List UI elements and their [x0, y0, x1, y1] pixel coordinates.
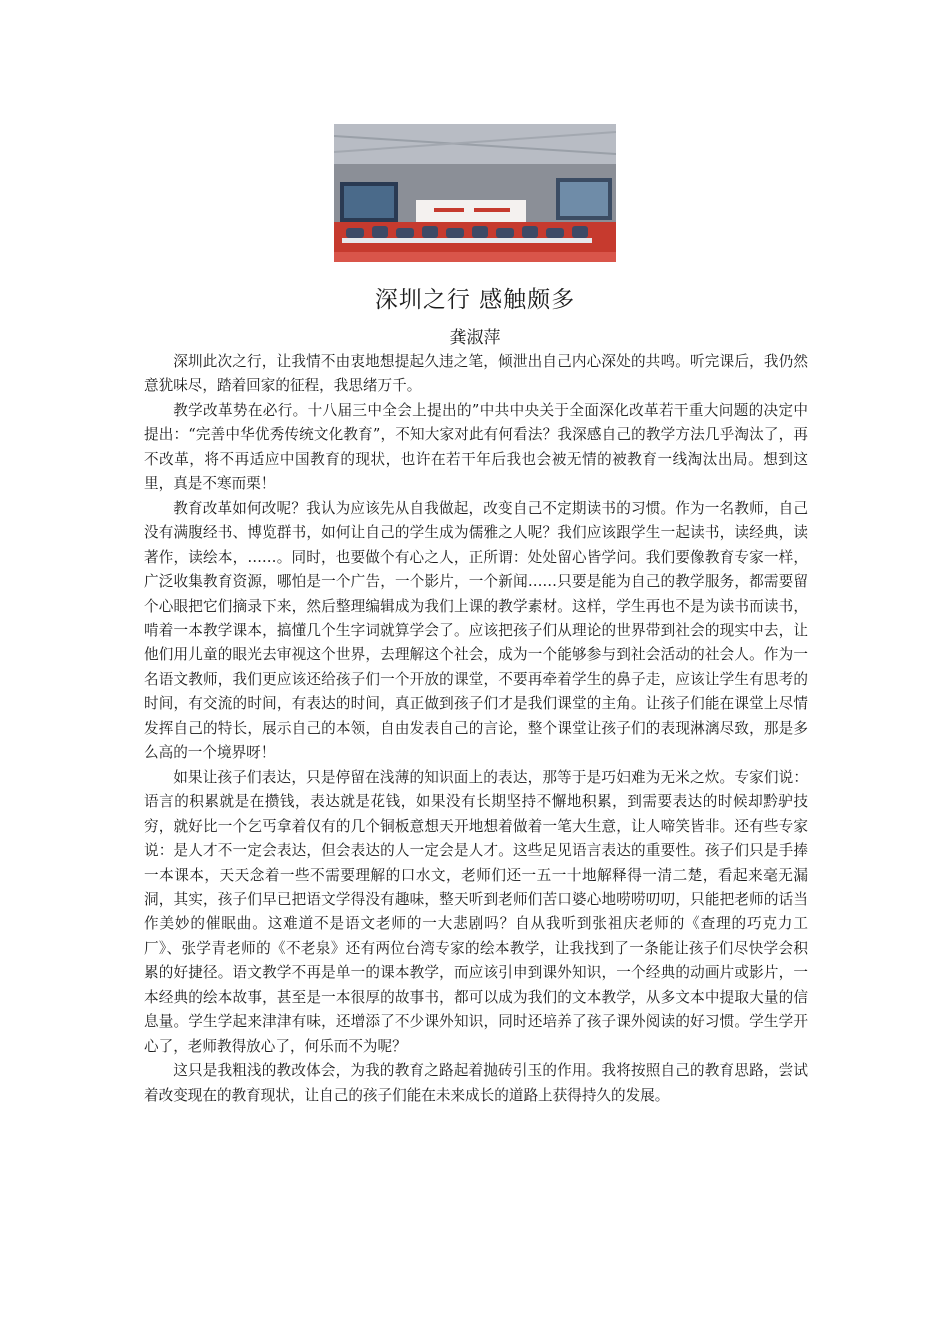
- article-title: 深圳之行 感触颇多: [374, 287, 576, 313]
- conference-photo-graphic: [334, 124, 616, 262]
- paragraph: 教学改革势在必行。十八届三中全会上提出的”中共中央关于全面深化改革若干重大问题的决定中提出：“完善中华优秀传统文化教育”，不知大家对此有何看法？我深感自己的教学方法几乎淘汰了，再不改革，将不再适应中国教育的现状，也许在若干年后我也会被无情的被教育一线淘汰出局。想到这里，真是不寒而栗！: [144, 401, 808, 493]
- desk-row: [342, 238, 592, 243]
- left-screen-image: [344, 186, 394, 218]
- paragraph: 如果让孩子们表达，只是停留在浅薄的知识面上的表达，那等于是巧妇难为无米之炊。专家们说：语言的积累就是在攒钱，表达就是花钱，如果没有长期坚持不懈地积累，到需要表达的时候却黔驴技穷，就好比一个乞丐拿着仅有的几个铜板意想天开地想着做着一笔大生意，让人啼笑皆非。还有些专家说：是人才不一定会表达，但会表达的人一定会是人才。这些足见语言表达的重要性。孩子们只是手捧一本课本，天天念着一些不需要理解的口水文，老师们还一五一十地解释得一清二楚，看起来毫无漏洞，其实，孩子们早已把语文学得没有趣味，整天听到老师们苦口婆心地唠唠叨叨，只能把老师的话当作美妙的催眠曲。这难道不是语文老师的一大悲剧吗？自从我听到张祖庆老师的《查理的巧克力工厂》、张学青老师的《不老泉》还有两位台湾专家的绘本教学，让我找到了一条能让孩子们尽快学会积累的好捷径。语文教学不再是单一的课本教学，而应该引申到课外知识，一个经典的动画片或影片，一本经典的绘本故事，甚至是一本很厚的故事书，都可以成为我们的文本教学，从多文本中提取大量的信息量。学生学起来津津有味，还增添了不少课外知识，同时还培养了孩子课外阅读的好习惯。学生学开心了，老师教得放心了，何乐而不为呢？: [144, 768, 808, 1055]
- banner-text-mark: [434, 208, 464, 212]
- stage-edge: [334, 252, 616, 262]
- article-body: [144, 350, 808, 1108]
- banner-text-mark: [474, 208, 510, 212]
- paragraph: 这只是我粗浅的教改体会，为我的教育之路起着抛砖引玉的作用。我将按照自己的教育思路，尝试着改变现在的教育现状，让自己的孩子们能在未来成长的道路上获得持久的发展。: [144, 1062, 808, 1104]
- paragraph: 深圳此次之行，让我情不由衷地想提起久违之笔，倾泄出自己内心深处的共鸣。听完课后，我仍然意犹味尽，踏着回家的征程，我思绪万千。: [144, 353, 808, 395]
- paragraph: 教育改革如何改呢？我认为应该先从自我做起，改变自己不定期读书的习惯。作为一名教师，自己没有满腹经书、博览群书，如何让自己的学生成为儒雅之人呢？我们应该跟学生一起读书，读经典，读著作，读绘本，……。同时，也要做个有心之人，正所谓：处处留心皆学问。我们要像教育专家一样，广泛收集教育资源，哪怕是一个广告，一个影片，一个新闻……只要是能为自己的教学服务，都需要留个心眼把它们摘录下来，然后整理编辑成为我们上课的教学素材。这样，学生再也不是为读书而读书，啃着一本教学课本，搞懂几个生字词就算学会了。应该把孩子们从理论的世界带到社会的现实中去，让他们用儿童的眼光去审视这个世界，去理解这个社会，成为一个能够参与到社会活动的社会人。作为一名语文教师，我们更应该还给孩子们一个开放的课堂，不要再牵着学生的鼻子走，应该让学生有思考的时间，有交流的时间，有表达的时间，真正做到孩子们才是我们课堂的主角。让孩子们能在课堂上尽情发挥自己的特长，展示自己的本领，自由发表自己的言论，整个课堂让孩子们的表现淋漓尽致，那是多么高的一个境界呀！: [144, 499, 808, 762]
- article-author: 龚淑萍: [449, 328, 501, 348]
- right-screen-image: [560, 182, 608, 216]
- conference-photo: [334, 124, 616, 262]
